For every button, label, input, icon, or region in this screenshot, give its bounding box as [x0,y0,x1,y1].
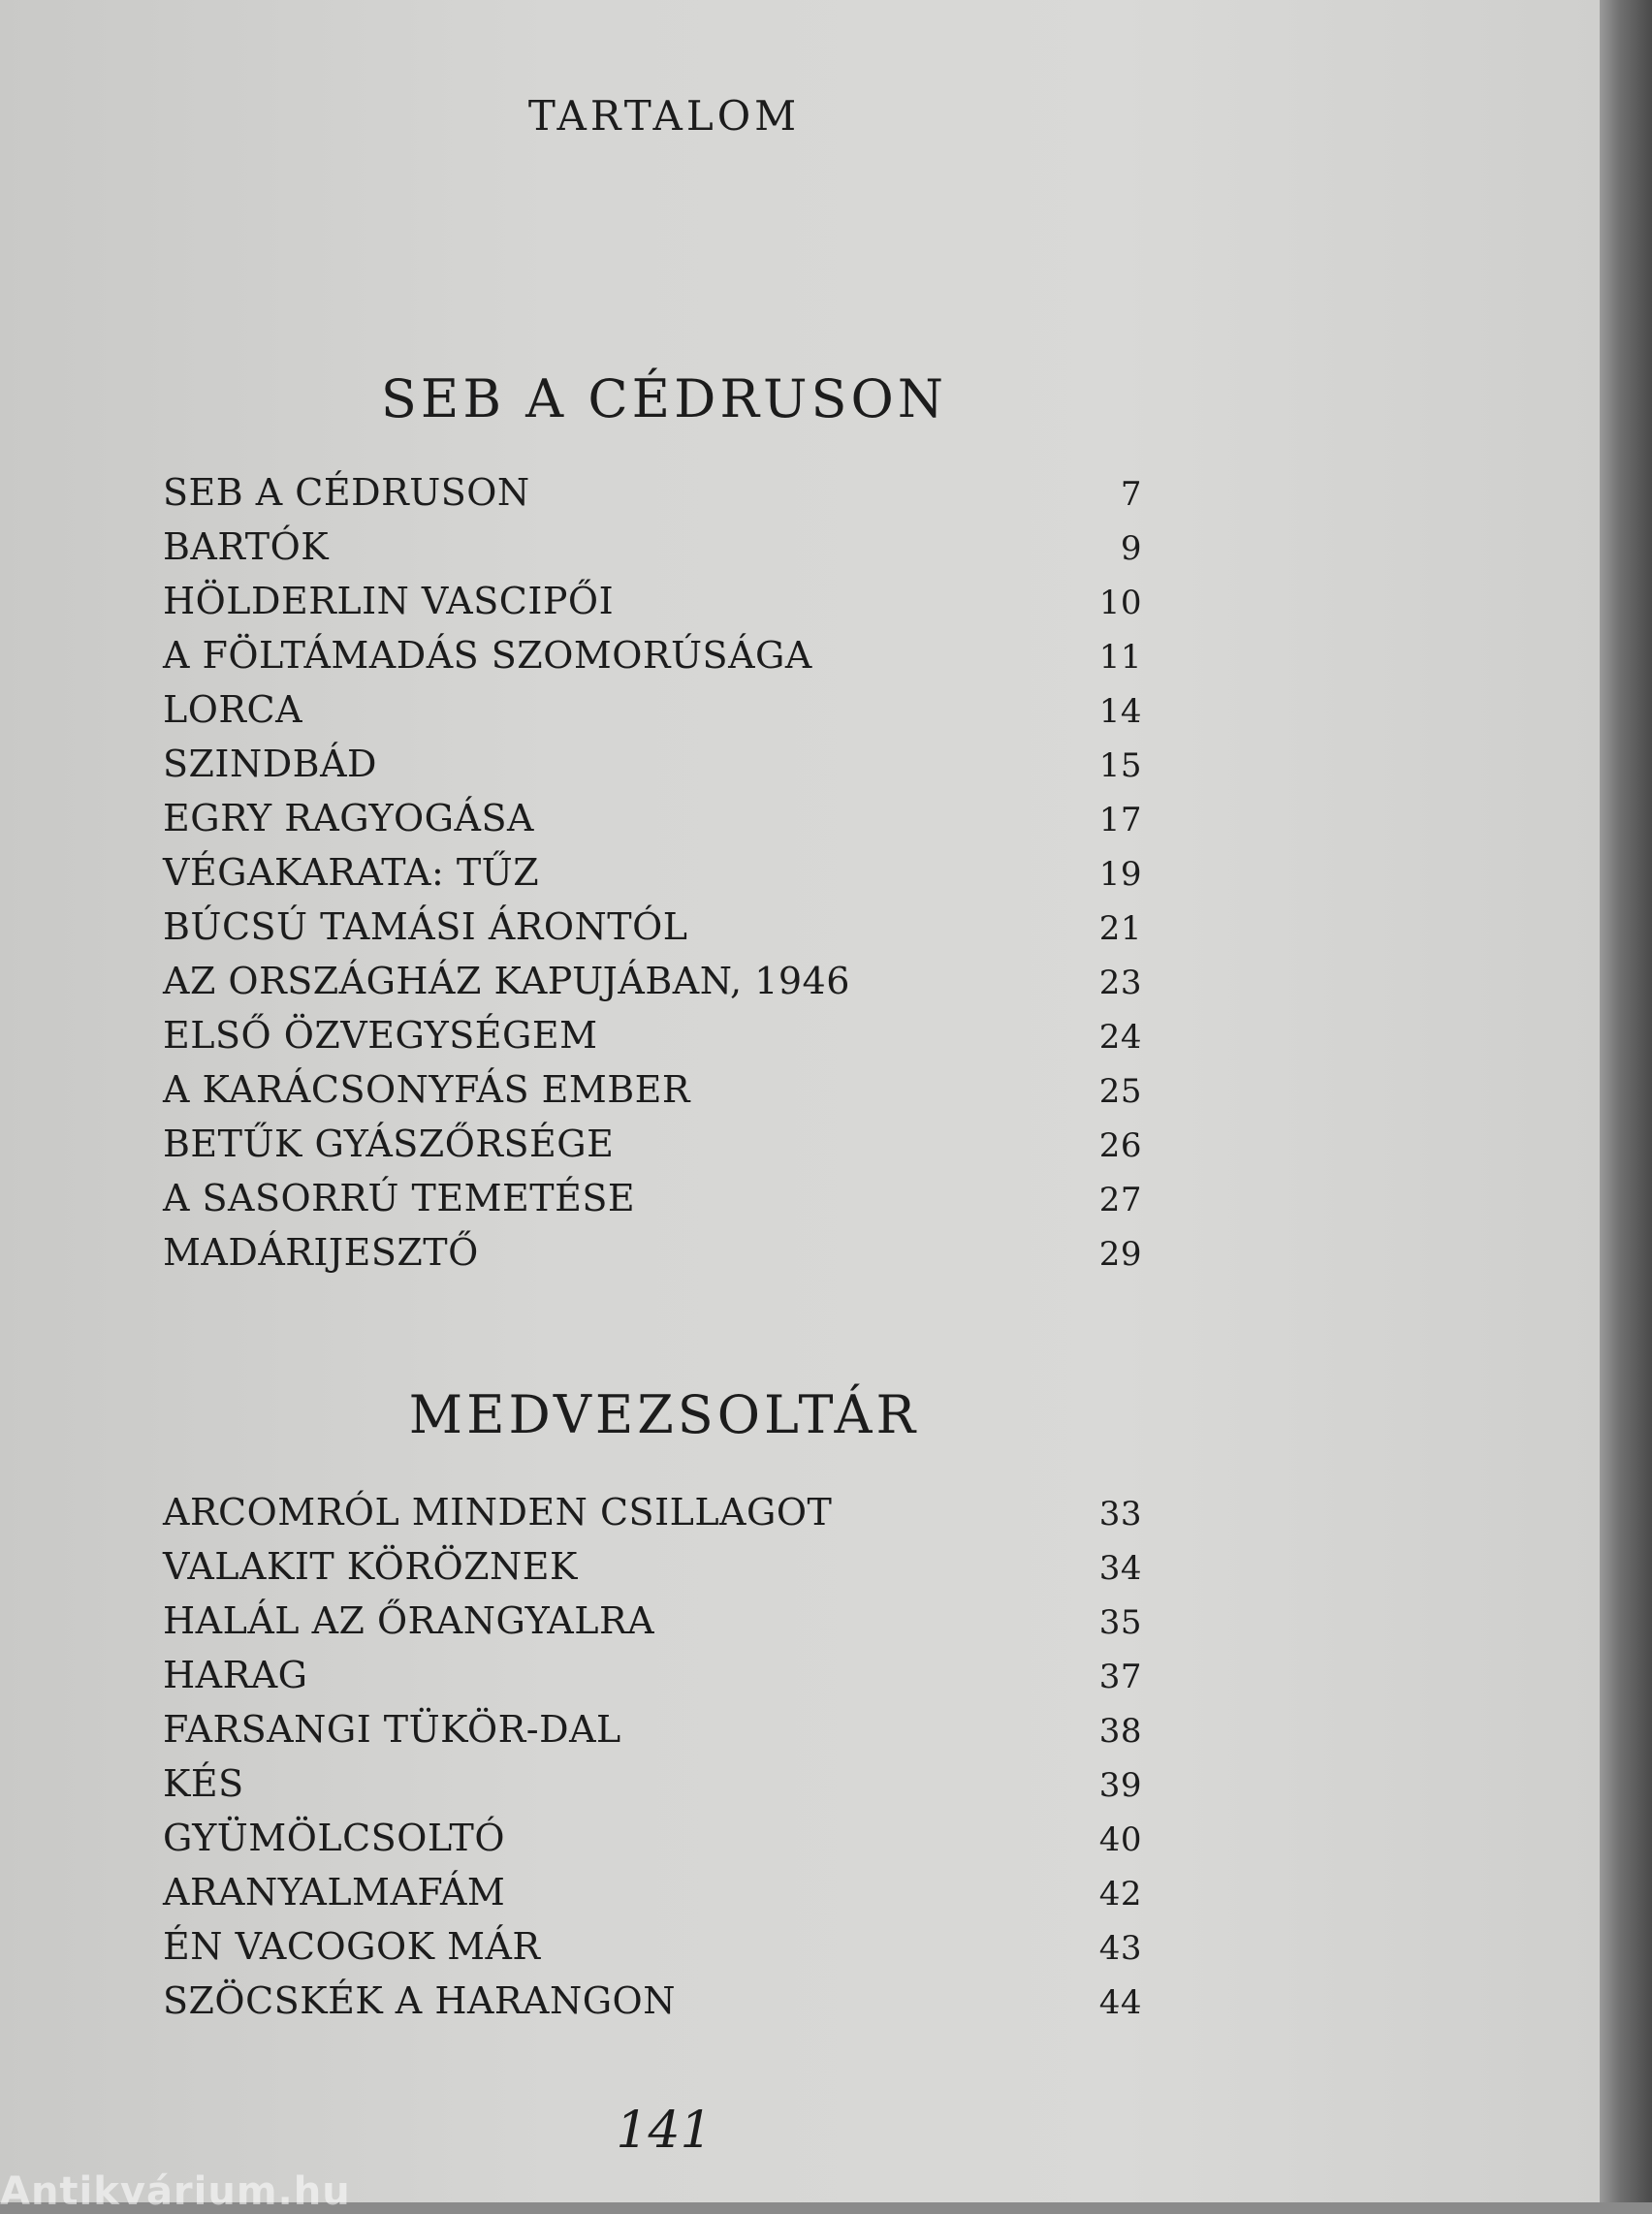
toc-entry-title: HARAG [163,1654,308,1696]
toc-entry-page: 23 [1098,964,1142,1002]
toc-entry-page: 42 [1098,1875,1142,1914]
toc-entry [163,1708,1142,1762]
toc-entry-page: 17 [1098,801,1142,839]
toc-entry-page: 39 [1098,1766,1142,1805]
toc-entry [163,1925,1142,1979]
toc-entry [163,1068,1142,1123]
toc-entry [163,1545,1142,1599]
toc-entry [163,1177,1142,1231]
page-title: TARTALOM [527,92,801,140]
toc-entry-title: HÖLDERLIN VASCIPŐI [163,580,615,622]
toc-list-medvezsoltar [163,1491,1142,2034]
toc-entry-title: BARTÓK [163,525,330,568]
toc-entry-page: 11 [1098,638,1142,677]
toc-entry-page: 37 [1098,1658,1142,1696]
toc-entry-title: ARCOMRÓL MINDEN CSILLAGOT [163,1491,833,1534]
toc-entry-title: ARANYALMAFÁM [163,1871,506,1914]
toc-entry-page: 26 [1098,1126,1142,1165]
toc-entry-title: A KARÁCSONYFÁS EMBER [163,1068,691,1111]
toc-entry-title: VALAKIT KÖRÖZNEK [163,1545,578,1588]
toc-entry [163,580,1142,634]
toc-entry [163,743,1142,797]
toc-entry-title: GYÜMÖLCSOLTÓ [163,1817,505,1859]
section-heading-seb-a-cedruson: SEB A CÉDRUSON [380,368,948,429]
toc-entry [163,1871,1142,1925]
toc-entry [163,905,1142,960]
toc-entry-title: HALÁL AZ ŐRANGYALRA [163,1599,655,1642]
toc-entry [163,797,1142,851]
toc-entry-title: LORCA [163,688,303,731]
toc-entry [163,634,1142,688]
toc-entry [163,525,1142,580]
toc-entry-page: 7 [1120,475,1142,514]
toc-entry-page: 21 [1098,909,1142,948]
toc-entry-page: 38 [1098,1712,1142,1751]
toc-entry [163,1654,1142,1708]
toc-entry-title: A FÖLTÁMADÁS SZOMORÚSÁGA [163,634,812,677]
toc-entry-title: A SASORRÚ TEMETÉSE [163,1177,636,1219]
toc-entry-title: BETŰK GYÁSZŐRSÉGE [163,1123,615,1165]
toc-entry-title: SZINDBÁD [163,743,377,785]
toc-entry [163,471,1142,525]
toc-entry-page: 43 [1098,1929,1142,1968]
toc-entry [163,851,1142,905]
toc-entry-page: 35 [1098,1603,1142,1642]
toc-entry [163,1599,1142,1654]
toc-entry [163,1014,1142,1068]
toc-entry [163,1979,1142,2034]
toc-entry-title: VÉGAKARATA: TŰZ [163,851,540,894]
toc-entry-page: 25 [1098,1072,1142,1111]
toc-entry-title: KÉS [163,1762,244,1805]
toc-entry-page: 44 [1098,1983,1142,2022]
toc-entry-title: FARSANGI TÜKÖR-DAL [163,1708,621,1751]
toc-entry [163,1491,1142,1545]
toc-entry-title: BÚCSÚ TAMÁSI ÁRONTÓL [163,905,688,948]
watermark: Antikvárium.hu [0,2169,351,2214]
toc-entry-title: ÉN VACOGOK MÁR [163,1925,541,1968]
page-number: 141 [616,2102,713,2160]
toc-entry-page: 34 [1098,1549,1142,1588]
toc-entry [163,1762,1142,1817]
toc-entry [163,960,1142,1014]
toc-entry-page: 27 [1098,1181,1142,1219]
toc-entry-title: MADÁRIJESZTŐ [163,1231,479,1274]
toc-entry [163,1123,1142,1177]
toc-entry-page: 24 [1098,1018,1142,1057]
toc-entry [163,688,1142,743]
book-edge [1600,0,1652,2202]
toc-entry-title: AZ ORSZÁGHÁZ KAPUJÁBAN, 1946 [163,960,850,1002]
toc-entry-title: EGRY RAGYOGÁSA [163,797,534,839]
toc-entry-page: 40 [1098,1820,1142,1859]
toc-entry-page: 29 [1098,1235,1142,1274]
toc-entry [163,1231,1142,1285]
toc-entry-page: 15 [1098,746,1142,785]
toc-entry-title: ELSŐ ÖZVEGYSÉGEM [163,1014,598,1057]
toc-entry-page: 19 [1098,855,1142,894]
section-heading-medvezsoltar: MEDVEZSOLTÁR [408,1384,920,1445]
toc-entry [163,1817,1142,1871]
toc-entry-title: SZÖCSKÉK A HARANGON [163,1979,676,2022]
toc-entry-page: 33 [1098,1495,1142,1534]
toc-entry-page: 9 [1120,529,1142,568]
toc-entry-page: 14 [1098,692,1142,731]
toc-entry-title: SEB A CÉDRUSON [163,471,530,514]
toc-entry-page: 10 [1098,584,1142,622]
toc-list-seb-a-cedruson [163,471,1142,1285]
